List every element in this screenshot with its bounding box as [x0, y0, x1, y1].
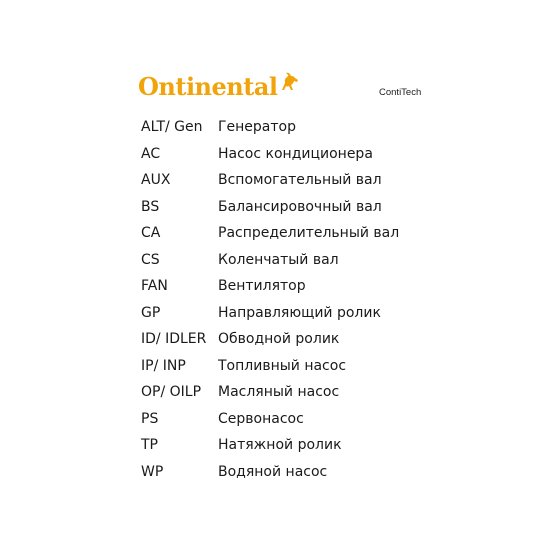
- description: Балансировочный вал: [218, 198, 382, 215]
- list-item: [141, 167, 441, 194]
- description: Топливный насос: [218, 357, 347, 374]
- list-item: [141, 141, 441, 168]
- list-item: [141, 273, 441, 300]
- horse-icon: [279, 72, 301, 96]
- description: Водяной насос: [218, 463, 328, 480]
- abbreviation: OP/ OILP: [141, 384, 202, 400]
- description: Насос кондиционера: [218, 145, 373, 162]
- list-item: [141, 353, 441, 380]
- list-item: [141, 459, 441, 486]
- abbreviation: FAN: [141, 278, 168, 294]
- description: Распределительный вал: [218, 225, 400, 241]
- abbreviation: IP/ INP: [141, 357, 186, 374]
- abbreviation: CA: [141, 225, 161, 241]
- abbreviation: ALT/ Gen: [141, 119, 203, 135]
- header: [138, 72, 438, 108]
- list-item: [141, 326, 441, 353]
- list-item: [141, 300, 441, 327]
- description: Коленчатый вал: [218, 251, 339, 268]
- logo-wordmark: Ontinental: [138, 72, 278, 101]
- abbreviation: ID/ IDLER: [141, 331, 207, 347]
- description: Масляный насос: [218, 384, 340, 400]
- list-item: [141, 432, 441, 459]
- list-item: [141, 406, 441, 433]
- abbreviation-list: [141, 114, 441, 485]
- list-item: [141, 247, 441, 274]
- abbreviation: PS: [141, 410, 159, 427]
- abbreviation: BS: [141, 198, 160, 215]
- abbreviation: GP: [141, 304, 161, 321]
- description: Вспомогательный вал: [218, 172, 382, 188]
- description: Натяжной ролик: [218, 437, 342, 453]
- description: Направляющий ролик: [218, 304, 381, 321]
- contitech-label: ContiTech: [379, 87, 422, 98]
- abbreviation: AUX: [141, 172, 171, 188]
- description: Обводной ролик: [218, 331, 340, 347]
- description: Генератор: [218, 119, 296, 135]
- abbreviation: AC: [141, 145, 161, 162]
- list-item: [141, 194, 441, 221]
- abbreviation: WP: [141, 463, 164, 480]
- list-item: [141, 220, 441, 247]
- list-item: [141, 379, 441, 406]
- abbreviation: CS: [141, 251, 160, 268]
- list-item: [141, 114, 441, 141]
- description: Вентилятор: [218, 278, 306, 294]
- description: Сервонасос: [218, 410, 304, 427]
- continental-logo: [138, 72, 301, 102]
- abbreviation: TP: [141, 437, 158, 453]
